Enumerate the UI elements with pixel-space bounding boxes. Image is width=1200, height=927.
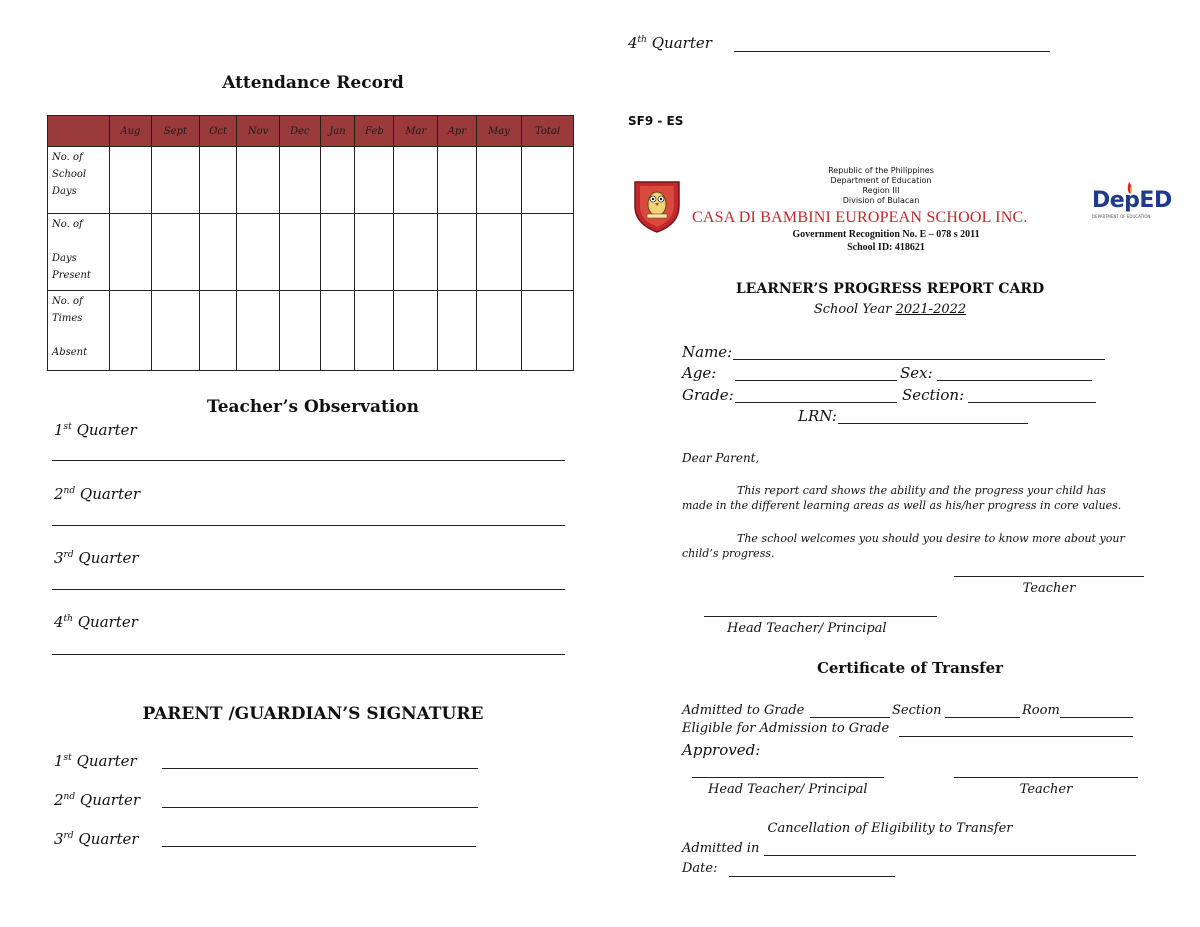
month-header: Aug bbox=[110, 116, 152, 147]
form-code: SF9 - ES bbox=[628, 114, 684, 128]
age-field[interactable] bbox=[735, 380, 897, 381]
admitted-in-label: Admitted in bbox=[682, 841, 760, 856]
attendance-cell[interactable] bbox=[199, 147, 236, 214]
month-header: Nov bbox=[237, 116, 280, 147]
attendance-cell[interactable] bbox=[522, 147, 574, 214]
attendance-cell[interactable] bbox=[355, 214, 394, 291]
deped-logo-icon: DepED DEPARTMENT OF EDUCATION bbox=[1090, 178, 1170, 224]
attendance-cell[interactable] bbox=[438, 147, 477, 214]
grade-field[interactable] bbox=[735, 402, 897, 403]
head-teacher-label-2: Head Teacher/ Principal bbox=[708, 782, 868, 797]
certificate-title: Certificate of Transfer bbox=[816, 659, 1004, 677]
card-title: LEARNER’S PROGRESS REPORT CARD bbox=[735, 281, 1045, 297]
attendance-cell[interactable] bbox=[320, 291, 355, 371]
admitted-in-field[interactable] bbox=[764, 855, 1136, 856]
month-header: Dec bbox=[279, 116, 320, 147]
month-header: May bbox=[476, 116, 521, 147]
attendance-cell[interactable] bbox=[320, 214, 355, 291]
signature-q4-line[interactable] bbox=[734, 51, 1050, 52]
paragraph-1b: made in the different learning areas as well as his/her progress in core values. bbox=[682, 499, 1122, 512]
signature-q2-line[interactable] bbox=[162, 807, 478, 808]
attendance-cell[interactable] bbox=[476, 291, 521, 371]
date-field[interactable] bbox=[729, 876, 895, 877]
signature-q3-line[interactable] bbox=[162, 846, 476, 847]
attendance-cell[interactable] bbox=[279, 291, 320, 371]
teacher-label-2: Teacher bbox=[1019, 782, 1073, 797]
header-lines: Republic of the Philippines Department of Education Region III Division of Bulacan bbox=[828, 166, 934, 205]
observation-q2-label: 2nd Quarter bbox=[54, 485, 141, 503]
attendance-cell[interactable] bbox=[110, 214, 152, 291]
transfer-section-field[interactable] bbox=[945, 717, 1020, 718]
attendance-cell[interactable] bbox=[279, 214, 320, 291]
age-label: Age: bbox=[682, 364, 717, 382]
section-label: Section: bbox=[902, 386, 965, 404]
school-name: CASA DI BAMBINI EUROPEAN SCHOOL INC. bbox=[692, 209, 1028, 226]
sex-label: Sex: bbox=[900, 364, 933, 382]
attendance-cell[interactable] bbox=[320, 147, 355, 214]
attendance-cell[interactable] bbox=[199, 291, 236, 371]
month-header: Jan bbox=[320, 116, 355, 147]
school-year: School Year 2021-2022 bbox=[813, 302, 967, 317]
observation-q3-line[interactable] bbox=[52, 589, 565, 590]
attendance-cell[interactable] bbox=[394, 147, 438, 214]
paragraph-2a: The school welcomes you should you desire to know more about your bbox=[737, 532, 1125, 545]
month-header: Total bbox=[522, 116, 574, 147]
approved-label: Approved: bbox=[682, 741, 761, 759]
month-header: Mar bbox=[394, 116, 438, 147]
name-label: Name: bbox=[682, 343, 733, 361]
attendance-cell[interactable] bbox=[522, 291, 574, 371]
teacher-label: Teacher bbox=[1022, 581, 1076, 596]
salutation: Dear Parent, bbox=[682, 451, 760, 465]
school-id: School ID: 418621 bbox=[847, 242, 925, 253]
observation-title: Teacher’s Observation bbox=[207, 397, 419, 417]
observation-q2-line[interactable] bbox=[52, 525, 565, 526]
row-label: No. of Days Present bbox=[48, 214, 110, 291]
attendance-cell[interactable] bbox=[394, 214, 438, 291]
observation-q4-line[interactable] bbox=[52, 654, 565, 655]
attendance-table bbox=[47, 115, 574, 371]
head-teacher-signature-line[interactable] bbox=[704, 616, 937, 617]
month-header bbox=[48, 116, 110, 147]
room-field[interactable] bbox=[1060, 717, 1133, 718]
cancellation-title: Cancellation of Eligibility to Transfer bbox=[767, 821, 1013, 836]
attendance-cell[interactable] bbox=[237, 291, 280, 371]
eligible-label: Eligible for Admission to Grade bbox=[682, 721, 890, 736]
attendance-cell[interactable] bbox=[355, 147, 394, 214]
school-year-value: 2021-2022 bbox=[895, 302, 967, 317]
observation-q4-label: 4th Quarter bbox=[54, 613, 138, 631]
attendance-cell[interactable] bbox=[438, 214, 477, 291]
admitted-grade-label: Admitted to Grade bbox=[682, 703, 805, 718]
signature-q3-label: 3rd Quarter bbox=[54, 830, 139, 848]
observation-q1-label: 1st Quarter bbox=[54, 421, 137, 439]
attendance-cell[interactable] bbox=[110, 147, 152, 214]
attendance-cell[interactable] bbox=[110, 291, 152, 371]
attendance-row bbox=[48, 147, 574, 214]
admitted-grade-field[interactable] bbox=[810, 717, 890, 718]
signature-q4-label: 4th Quarter bbox=[628, 34, 712, 52]
attendance-cell[interactable] bbox=[476, 147, 521, 214]
school-crest-icon bbox=[632, 178, 682, 234]
date-label: Date: bbox=[682, 861, 718, 876]
paragraph-2b: child’s progress. bbox=[682, 547, 775, 560]
row-label: No. of School Days bbox=[48, 147, 110, 214]
section-field[interactable] bbox=[968, 402, 1096, 403]
attendance-cell[interactable] bbox=[394, 291, 438, 371]
month-header: Oct bbox=[199, 116, 236, 147]
attendance-row bbox=[48, 214, 574, 291]
attendance-row bbox=[48, 291, 574, 371]
month-header: Apr bbox=[438, 116, 477, 147]
teacher-signature-line[interactable] bbox=[954, 576, 1144, 577]
attendance-cell[interactable] bbox=[237, 214, 280, 291]
sex-field[interactable] bbox=[937, 380, 1092, 381]
attendance-cell[interactable] bbox=[151, 147, 199, 214]
lrn-field[interactable] bbox=[838, 423, 1028, 424]
attendance-cell[interactable] bbox=[151, 291, 199, 371]
head-teacher-approval-line[interactable] bbox=[692, 777, 884, 778]
paragraph-1a: This report card shows the ability and the progress your child has bbox=[737, 484, 1106, 497]
attendance-title: Attendance Record bbox=[222, 73, 404, 93]
eligible-field[interactable] bbox=[899, 736, 1133, 737]
attendance-cell[interactable] bbox=[237, 147, 280, 214]
attendance-cell[interactable] bbox=[438, 291, 477, 371]
attendance-header-row bbox=[48, 116, 574, 147]
recognition-text: Government Recognition No. E – 078 s 2011 bbox=[792, 229, 980, 240]
attendance-cell[interactable] bbox=[151, 214, 199, 291]
month-header: Feb bbox=[355, 116, 394, 147]
head-teacher-label: Head Teacher/ Principal bbox=[727, 621, 887, 636]
lrn-label: LRN: bbox=[798, 407, 837, 425]
signature-q2-label: 2nd Quarter bbox=[54, 791, 141, 809]
signature-q1-line[interactable] bbox=[162, 768, 478, 769]
observation-q1-line[interactable] bbox=[52, 460, 565, 461]
signature-q1-label: 1st Quarter bbox=[54, 752, 137, 770]
name-field[interactable] bbox=[733, 359, 1105, 360]
signature-title: PARENT /GUARDIAN’S SIGNATURE bbox=[142, 704, 484, 724]
attendance-cell[interactable] bbox=[476, 214, 521, 291]
deped-logo-text: DepED bbox=[1092, 188, 1172, 213]
teacher-approval-line[interactable] bbox=[954, 777, 1138, 778]
grade-label: Grade: bbox=[682, 386, 734, 404]
month-header: Sept bbox=[151, 116, 199, 147]
section-word: Section bbox=[892, 703, 942, 718]
attendance-cell[interactable] bbox=[355, 291, 394, 371]
observation-q3-label: 3rd Quarter bbox=[54, 549, 139, 567]
attendance-cell[interactable] bbox=[199, 214, 236, 291]
attendance-cell[interactable] bbox=[522, 214, 574, 291]
attendance-cell[interactable] bbox=[279, 147, 320, 214]
room-word: Room bbox=[1022, 703, 1060, 718]
row-label: No. of Times Absent bbox=[48, 291, 110, 371]
